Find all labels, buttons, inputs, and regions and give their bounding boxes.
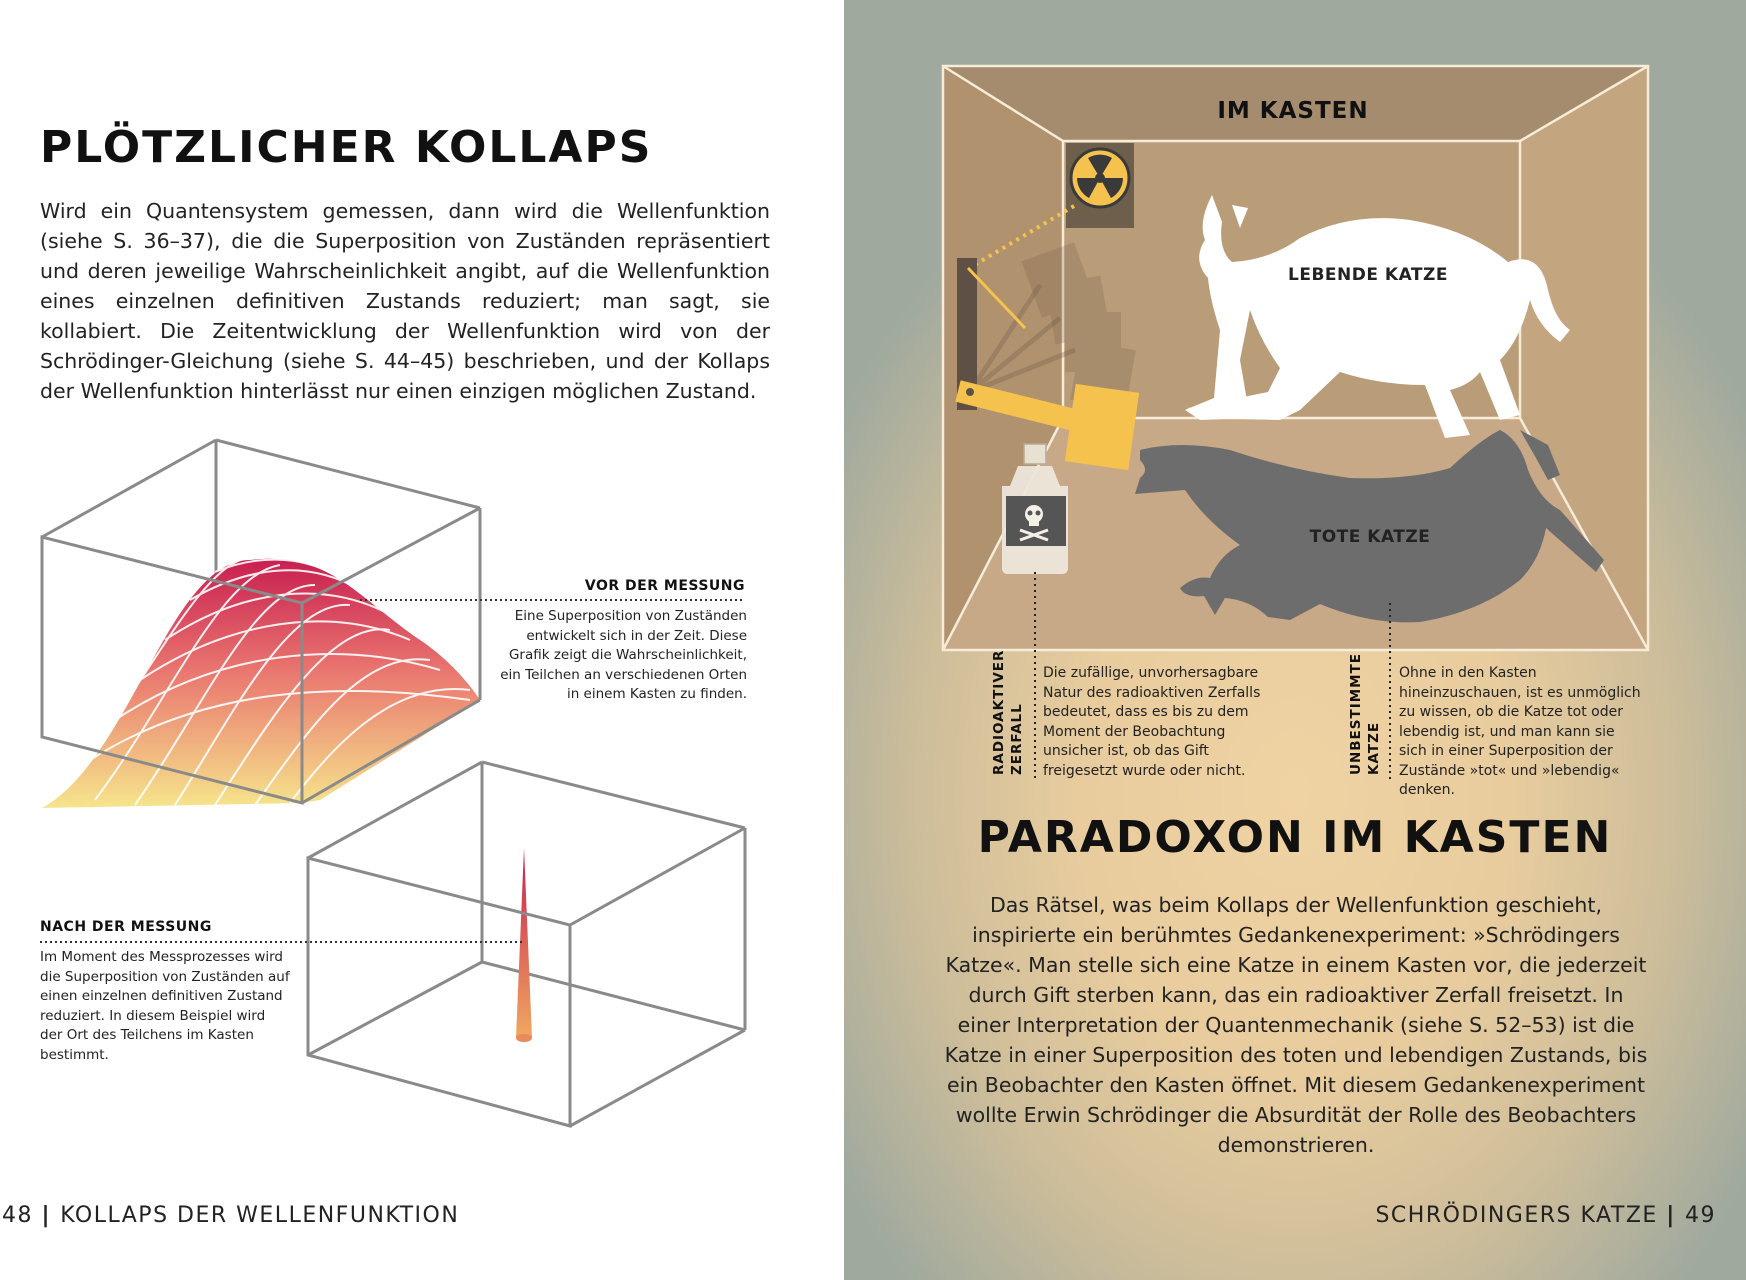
- left-page-heading: PLÖTZLICHER KOLLAPS: [40, 122, 653, 173]
- after-title: NACH DER MESSUNG: [40, 919, 212, 935]
- undetermined-label: [1347, 653, 1383, 775]
- decay-text: Die zufällige, unvorhersagbare Natur des radioaktiven Zerfalls bedeutet, dass es bis zu dem Moment der Beobachtung unsicher ist, ob das Gift freigesetzt wurde oder nicht.: [1043, 665, 1261, 779]
- right-page-intro: Das Rätsel, was beim Kollaps der Wellenfunktion geschieht, inspirierte ein berühmtes Gedankenexperiment: »Schrödingers Katze«. Man stelle sich eine Katze in einem Kasten vor, die jederzeit durch Gift sterben kann, das ein radioaktiver Zerfall freisetzt. In einer Interpretation der Quantenmechanik (siehe S. 52–53) ist die Katze in einer Superposition des toten und lebendigen Zustands, bis ein Beobachter den Kasten öffnet. Mit diesem Gedankenexperiment wollte Erwin Schrödinger die Absurdität der Rolle des Beobachters demonstrieren.: [944, 893, 1648, 1157]
- left-page-intro: Wird ein Quantensystem gemessen, dann wird die Wellenfunktion (siehe S. 36–37), die die Superposition von Zuständen repräsentiert und deren jeweilige Wahrscheinlichkeit angibt, auf die Wellenfunktion eines einzelnen definitiven Zustands reduziert; man sagt, sie kollabiert. Die Zeitentwicklung der Wellenfunktion wird von der Schrödinger-Gleichung (siehe S. 44–45) beschrieben, und der Kollaps der Wellenfunktion hinterlässt nur einen einzigen möglichen Zustand.: [40, 199, 770, 403]
- right-footer: [1375, 1203, 1716, 1228]
- right-footer-section: SCHRÖDINGERS KATZE: [1375, 1203, 1658, 1228]
- left-page-number: 48: [2, 1203, 33, 1228]
- undetermined-label-line2: KATZE: [1366, 721, 1382, 775]
- box-title: IM KASTEN: [1217, 98, 1369, 124]
- decay-label: [990, 650, 1026, 775]
- before-title: VOR DER MESSUNG: [584, 578, 745, 594]
- decay-label-line1: RADIOAKTIVER: [991, 649, 1007, 775]
- living-cat-label: LEBENDE KATZE: [1288, 265, 1448, 285]
- decay-label-line2: ZERFALL: [1009, 703, 1025, 775]
- radiation-icon: [1071, 149, 1129, 207]
- undetermined-label-line1: UNBESTIMMTE: [1348, 652, 1364, 775]
- after-text: Im Moment des Messprozesses wird die Superposition von Zuständen auf einen einzelnen definitiven Zustand reduziert. In diesem Beispiel wird der Ort des Teilchens im Kasten bestimmt.: [40, 949, 290, 1063]
- undetermined-text: Ohne in den Kasten hineinzuschauen, ist es unmöglich zu wissen, ob die Katze tot oder lebendig ist, und man kann sie sich in einer Superposition der Zustände »tot« und »lebendig« denken.: [1399, 665, 1641, 798]
- right-page-number: 49: [1685, 1203, 1716, 1228]
- footer-separator: |: [1666, 1203, 1685, 1228]
- left-footer-section: KOLLAPS DER WELLENFUNKTION: [60, 1203, 460, 1228]
- before-text: Eine Superposition von Zuständen entwickelt sich in der Zeit. Diese Grafik zeigt die Wahrscheinlichkeit, ein Teilchen an verschiedenen Orten in einem Kasten zu finden.: [500, 608, 747, 702]
- footer-separator: |: [41, 1203, 61, 1228]
- dead-cat-label: TOTE KATZE: [1309, 527, 1431, 547]
- right-page-heading: PARADOXON IM KASTEN: [977, 812, 1613, 863]
